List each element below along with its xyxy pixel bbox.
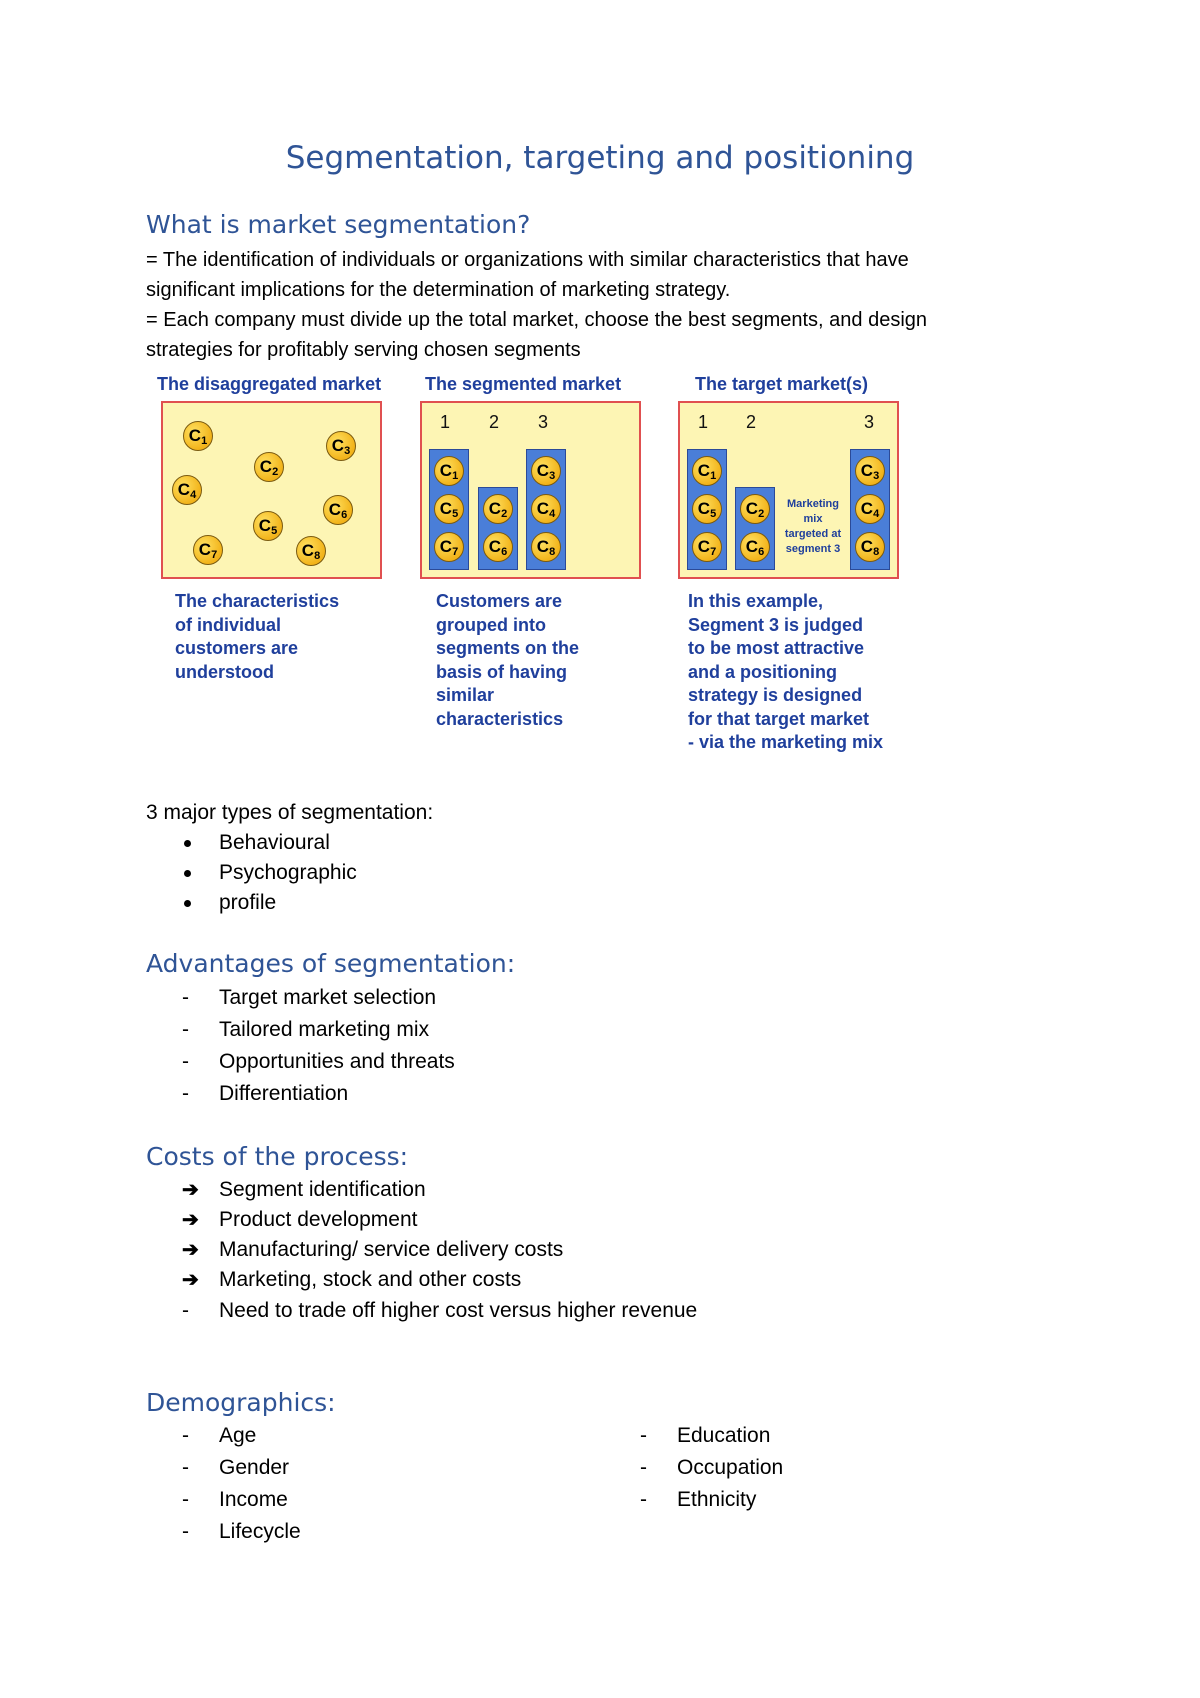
list-item	[146, 1205, 697, 1235]
coin-letter: C	[697, 537, 711, 556]
list-item	[146, 1046, 455, 1078]
coin-letter: C	[259, 457, 273, 476]
coin-subscript: 4	[190, 489, 197, 501]
list-item-text: Psychographic	[219, 861, 357, 884]
list-item-text: Tailored marketing mix	[219, 1018, 430, 1041]
coin-letter: C	[177, 480, 191, 499]
arrow-right-icon: ➔	[182, 1179, 199, 1201]
coin-letter: C	[258, 516, 272, 535]
definition-line: = Each company must divide up the total market, choose the best segments, and design	[146, 309, 928, 331]
list-item-text: Segment identification	[219, 1178, 426, 1201]
marketing-mix-label: Marketing mix targeted at segment 3	[784, 498, 842, 555]
definition-line: = The identification of individuals or organizations with similar characteristics that have	[146, 249, 909, 271]
coin-subscript: 6	[341, 509, 348, 521]
customer-coin-icon	[434, 494, 464, 524]
list-item	[146, 1014, 455, 1046]
coin-subscript: 5	[710, 508, 717, 520]
bullet-icon	[184, 870, 191, 877]
list-item	[146, 1235, 697, 1265]
customer-coin-icon	[254, 452, 284, 482]
list-item-text: Manufacturing/ service delivery costs	[219, 1238, 564, 1261]
list-item	[146, 828, 357, 858]
coin-letter: C	[439, 461, 453, 480]
coin-subscript: 2	[272, 466, 279, 478]
customer-coin-icon	[323, 495, 353, 525]
coin-letter: C	[439, 499, 453, 518]
caption-target: In this example, Segment 3 is judged to be most attractive and a positioning strategy is designed for that target market - via the marketing mix	[688, 591, 884, 752]
segment-number: 2	[746, 412, 757, 432]
list-item-text: Age	[219, 1424, 257, 1447]
coin-subscript: 7	[452, 546, 459, 558]
coin-letter: C	[860, 537, 874, 556]
list-item	[146, 1516, 301, 1548]
demographics-list-right	[604, 1420, 783, 1516]
coin-letter: C	[745, 537, 759, 556]
coin-subscript: 4	[549, 508, 556, 520]
arrow-right-icon: ➔	[182, 1239, 199, 1261]
customer-coin-icon	[483, 532, 513, 562]
dash-marker: -	[182, 1050, 189, 1073]
coin-subscript: 2	[501, 508, 508, 520]
segment-number: 3	[864, 412, 875, 432]
dash-marker: -	[182, 1082, 189, 1105]
list-item-text: Income	[219, 1488, 288, 1511]
customer-coin-icon	[855, 532, 885, 562]
costs-list	[146, 1175, 697, 1327]
customer-coin-icon	[326, 431, 356, 461]
coin-subscript: 8	[549, 546, 556, 558]
caption-disaggregated: The characteristics of individual customers are understood	[175, 591, 340, 682]
customer-coin-icon	[855, 456, 885, 486]
coin-subscript: 3	[549, 470, 556, 482]
dash-marker: -	[182, 1299, 189, 1322]
segmentation-types-intro: 3 major types of segmentation:	[146, 801, 434, 824]
bullet-icon	[184, 900, 191, 907]
arrow-right-icon: ➔	[182, 1209, 199, 1231]
coin-letter: C	[697, 461, 711, 480]
customer-coin-icon	[692, 532, 722, 562]
coin-subscript: 6	[501, 546, 508, 558]
caption-segmented: Customers are grouped into segments on the basis of having similar characteristics	[436, 591, 580, 729]
coin-letter: C	[536, 461, 550, 480]
list-item-text: Target market selection	[219, 986, 437, 1009]
customer-coin-icon	[692, 494, 722, 524]
dash-marker: -	[182, 1424, 189, 1447]
customer-coin-icon	[692, 456, 722, 486]
list-item	[146, 982, 455, 1014]
coin-letter: C	[860, 461, 874, 480]
advantages-list	[146, 982, 455, 1110]
coin-letter: C	[488, 499, 502, 518]
list-item	[146, 1175, 697, 1205]
list-item	[146, 858, 357, 888]
demographics-list-left	[146, 1420, 301, 1548]
label-segmented-market: The segmented market	[425, 374, 622, 394]
customer-coin-icon	[531, 494, 561, 524]
dash-marker: -	[640, 1488, 647, 1511]
segment-number: 1	[698, 412, 709, 432]
coin-letter: C	[328, 500, 342, 519]
list-item	[146, 1452, 301, 1484]
list-item-text: Behavioural	[219, 831, 330, 854]
dash-marker: -	[182, 986, 189, 1009]
list-item	[146, 1265, 697, 1295]
customer-coin-icon	[855, 494, 885, 524]
coin-subscript: 1	[710, 470, 717, 482]
coin-subscript: 5	[452, 508, 459, 520]
bullet-icon	[184, 840, 191, 847]
heading-costs: Costs of the process:	[146, 1142, 409, 1171]
dash-marker: -	[640, 1424, 647, 1447]
heading-what-is-segmentation: What is market segmentation?	[146, 210, 531, 239]
segmentation-types-list	[146, 828, 357, 918]
coin-subscript: 3	[344, 445, 351, 457]
coin-letter: C	[331, 436, 345, 455]
list-item-text: Education	[677, 1424, 771, 1447]
coin-letter: C	[697, 499, 711, 518]
list-item-text: Need to trade off higher cost versus higher revenue	[219, 1299, 698, 1322]
heading-demographics: Demographics:	[146, 1388, 336, 1417]
coin-letter: C	[536, 499, 550, 518]
list-item-text: Marketing, stock and other costs	[219, 1268, 522, 1291]
customer-coin-icon	[296, 536, 326, 566]
coin-subscript: 4	[873, 508, 880, 520]
customer-coin-icon	[172, 475, 202, 505]
segment-number: 1	[440, 412, 451, 432]
coin-letter: C	[536, 537, 550, 556]
coin-subscript: 5	[271, 525, 278, 537]
coin-subscript: 8	[873, 546, 880, 558]
label-target-market: The target market(s)	[695, 374, 869, 394]
dash-marker: -	[182, 1488, 189, 1511]
dash-marker: -	[182, 1018, 189, 1041]
list-item	[146, 888, 357, 918]
customer-coin-icon	[531, 532, 561, 562]
dash-marker: -	[640, 1456, 647, 1479]
coin-letter: C	[188, 426, 202, 445]
dash-marker: -	[182, 1456, 189, 1479]
coin-letter: C	[745, 499, 759, 518]
definition-line: significant implications for the determination of marketing strategy.	[146, 279, 731, 301]
label-disaggregated-market: The disaggregated market	[157, 374, 382, 394]
coin-subscript: 1	[452, 470, 459, 482]
list-item-text: Product development	[219, 1208, 418, 1231]
list-item	[604, 1484, 783, 1516]
coin-subscript: 7	[710, 546, 717, 558]
coin-subscript: 1	[201, 435, 208, 447]
coin-subscript: 6	[758, 546, 765, 558]
list-item-text: Opportunities and threats	[219, 1050, 455, 1073]
customer-coin-icon	[434, 456, 464, 486]
list-item	[146, 1078, 455, 1110]
customer-coin-icon	[531, 456, 561, 486]
coin-subscript: 3	[873, 470, 880, 482]
coin-letter: C	[488, 537, 502, 556]
coin-subscript: 2	[758, 508, 765, 520]
list-item	[604, 1452, 783, 1484]
coin-subscript: 7	[211, 549, 218, 561]
definition-line: strategies for profitably serving chosen segments	[146, 339, 581, 361]
list-item-text: profile	[219, 891, 277, 914]
coin-letter: C	[301, 541, 315, 560]
list-item-text: Ethnicity	[677, 1488, 757, 1511]
customer-coin-icon	[253, 511, 283, 541]
list-item	[146, 1420, 301, 1452]
coin-letter: C	[439, 537, 453, 556]
dash-marker: -	[182, 1520, 189, 1543]
list-item-text: Gender	[219, 1456, 290, 1479]
page-title: Segmentation, targeting and positioning	[285, 140, 915, 176]
customer-coin-icon	[183, 421, 213, 451]
list-item-text: Lifecycle	[219, 1520, 301, 1543]
coin-subscript: 8	[314, 550, 321, 562]
list-item	[146, 1484, 301, 1516]
list-item-text: Differentiation	[219, 1082, 349, 1105]
list-item-text: Occupation	[677, 1456, 784, 1479]
coin-letter: C	[860, 499, 874, 518]
definition-text	[146, 245, 1046, 365]
customer-coin-icon	[483, 494, 513, 524]
segment-number: 3	[538, 412, 549, 432]
segment-number: 2	[489, 412, 500, 432]
customer-coin-icon	[740, 532, 770, 562]
customer-coin-icon	[434, 532, 464, 562]
coin-letter: C	[198, 540, 212, 559]
heading-advantages: Advantages of segmentation:	[146, 949, 516, 978]
list-item	[146, 1295, 697, 1327]
list-item	[604, 1420, 783, 1452]
arrow-right-icon: ➔	[182, 1269, 199, 1291]
customer-coin-icon	[193, 535, 223, 565]
customer-coin-icon	[740, 494, 770, 524]
